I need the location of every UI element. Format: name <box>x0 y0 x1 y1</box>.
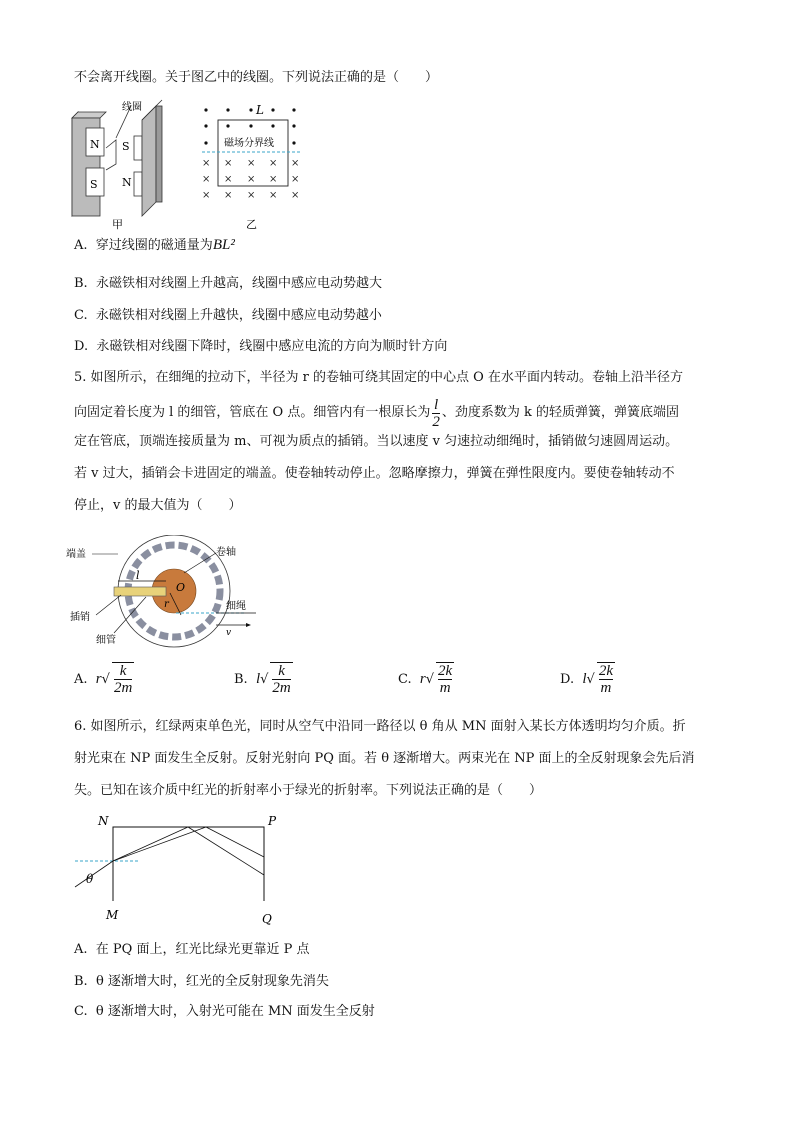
svg-text:×: × <box>269 190 278 201</box>
field-crosses <box>202 158 299 201</box>
svg-text:×: × <box>224 190 233 201</box>
svg-text:r: r <box>164 599 169 610</box>
svg-text:×: × <box>291 174 300 185</box>
q6-line2: 射光束在 NP 面发生全反射。反射光射向 PQ 面。若 θ 逐渐增大。两束光在 NP 面上的全反射现象会先后消 <box>74 751 695 766</box>
q6-line1: 6. 如图所示，红绿两束单色光，同时从空气中沿同一路径以 θ 角从 MN 面射入某长方体透明均匀介质。折 <box>74 719 686 734</box>
q4-option-a: A. 穿过线圈的磁通量为BL² <box>74 237 235 253</box>
label-yi: 乙 <box>246 218 257 231</box>
q4-option-c: C. 永磁铁相对线圈上升越快，线圈中感应电动势越小 <box>74 308 382 323</box>
magnet-n-label: N <box>90 138 100 151</box>
fraction-l-over-2: $\frac{l}{2}$ <box>432 396 440 430</box>
q5-line2: 向固定着长度为 l 的细管，管底在 O 点。细管内有一根原长为 $\frac{l}{2}$ 、劲度系数为 k 的轻质弹簧，弹簧底端固 <box>74 396 680 430</box>
q6-option-c: C. θ 逐渐增大时，入射光可能在 MN 面发生全反射 <box>74 1004 375 1019</box>
svg-text:N: N <box>98 815 109 828</box>
q5-line1: 5. 如图所示，在细绳的拉动下，半径为 r 的卷轴可绕其固定的中心点 O 在水平面内转动。卷轴上沿半径方 <box>74 370 683 385</box>
svg-text:×: × <box>202 158 211 169</box>
cap-label: 端盖 <box>66 549 86 560</box>
q6-option-a: A. 在 PQ 面上，红光比绿光更靠近 P 点 <box>74 942 310 957</box>
svg-text:×: × <box>224 158 233 169</box>
q4-intro: 不会离开线圈。关于图乙中的线圈。下列说法正确的是（ ） <box>74 70 439 85</box>
q5-option-b: B. l √ $\frac{k}{2m}$ <box>234 663 291 696</box>
coil-label: 线圈 <box>122 102 142 113</box>
reel-label: 卷轴 <box>216 547 236 558</box>
boundary-label: 磁场分界线 <box>224 138 274 149</box>
svg-text:×: × <box>269 174 278 185</box>
svg-text:O: O <box>176 581 186 594</box>
pin-label: 插销 <box>70 612 90 623</box>
q6-line3: 失。已知在该介质中红光的折射率小于绿光的折射率。下列说法正确的是（ ） <box>74 783 543 798</box>
q5-line4: 若 v 过大，插销会卡进固定的端盖。使卷轴转动停止。忽略摩擦力，弹簧在弹性限度内。要使卷轴转动不 <box>74 466 675 481</box>
svg-text:×: × <box>269 158 278 169</box>
svg-text:×: × <box>247 174 256 185</box>
q5-line3: 定在管底，顶端连接质量为 m、可视为质点的插销。当以速度 v 匀速拉动细绳时，插销做匀速圆周运动。 <box>74 434 679 449</box>
q4-option-d: D. 永磁铁相对线圈下降时，线圈中感应电流的方向为顺时针方向 <box>74 339 448 354</box>
q5-option-a: A. r √ $\frac{k}{2m}$ <box>74 663 133 696</box>
svg-text:×: × <box>202 190 211 201</box>
q5-line5: 停止，v 的最大值为（ ） <box>74 498 242 513</box>
svg-text:×: × <box>247 190 256 201</box>
tube-label: 细管 <box>96 635 116 646</box>
q6-figure <box>70 815 300 927</box>
label-jia: 甲 <box>112 218 123 231</box>
svg-text:×: × <box>247 158 256 169</box>
q6-option-b: B. θ 逐渐增大时，红光的全反射现象先消失 <box>74 974 329 989</box>
q5-option-c: C. r √ $\frac{2k}{m}$ <box>398 663 453 696</box>
svg-text:S: S <box>122 140 130 153</box>
svg-text:×: × <box>202 174 211 185</box>
svg-text:×: × <box>224 174 233 185</box>
svg-text:×: × <box>291 158 300 169</box>
magnet-s-label: S <box>90 178 98 191</box>
svg-text:P: P <box>268 815 277 828</box>
q4-figure <box>66 98 316 233</box>
q5-option-d: D. l √ $\frac{2k}{m}$ <box>560 663 613 696</box>
svg-text:×: × <box>291 190 300 201</box>
rope-label: 细绳 <box>226 601 246 612</box>
q5-figure <box>66 535 276 650</box>
svg-text:M: M <box>106 908 119 922</box>
svg-text:l: l <box>136 569 140 582</box>
svg-text:Q: Q <box>262 912 272 926</box>
q4-option-b: B. 永磁铁相对线圈上升越高，线圈中感应电动势越大 <box>74 276 382 291</box>
svg-text:N: N <box>122 176 132 189</box>
svg-text:θ: θ <box>86 872 94 886</box>
label-L: L <box>256 103 264 117</box>
svg-text:v: v <box>226 628 232 638</box>
